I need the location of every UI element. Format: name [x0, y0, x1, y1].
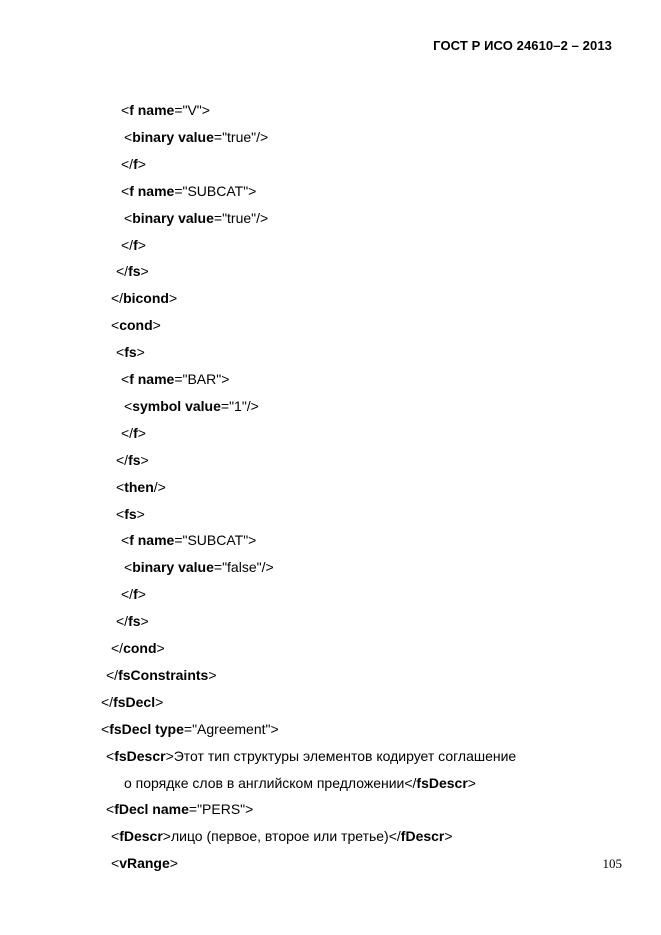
xml-text-token: </ [111, 290, 124, 306]
code-line [124, 209, 268, 227]
xml-text-token: >лицо (первое, второе или третье)</ [162, 828, 401, 844]
xml-name-token: fsDecl [113, 694, 156, 710]
xml-text-token: ="true"/> [213, 210, 269, 226]
xml-text-token: > [152, 317, 161, 333]
code-line [124, 128, 268, 146]
xml-name-token: fDescr [119, 828, 163, 844]
xml-text-token: ="SUBCAT"> [174, 183, 257, 199]
xml-name-token: bicond [123, 290, 169, 306]
code-line [116, 505, 145, 523]
xml-name-token: symbol value [132, 398, 221, 414]
code-line [111, 827, 453, 845]
xml-text-token: < [111, 828, 120, 844]
xml-text-token: > [137, 425, 146, 441]
xml-text-token: ="BAR"> [174, 371, 230, 387]
code-line [116, 612, 149, 630]
xml-text-token: > [444, 828, 453, 844]
xml-name-token: f name [129, 102, 175, 118]
code-line [121, 370, 229, 388]
xml-name-token: vRange [119, 855, 170, 871]
xml-text-token: > [467, 775, 476, 791]
xml-text-token: >Этот тип структуры элементов кодирует соглашение [165, 748, 517, 764]
xml-name-token: fsDescr [114, 748, 166, 764]
xml-name-token: fsDecl type [109, 721, 184, 737]
xml-text-token: < [121, 532, 130, 548]
xml-name-token: fDescr [400, 828, 445, 844]
xml-text-token: < [124, 559, 133, 575]
xml-text-token: < [106, 801, 115, 817]
xml-text-token: > [208, 667, 217, 683]
xml-name-token: f [133, 425, 138, 441]
xml-name-token: then [124, 479, 154, 495]
xml-text-token: < [116, 479, 125, 495]
xml-text-token: </ [121, 425, 134, 441]
xml-text-token: о порядке слов в английском предложении</ [124, 775, 417, 791]
xml-text-token: < [116, 506, 125, 522]
xml-text-token: < [111, 317, 120, 333]
xml-text-token: ="1"/> [220, 398, 259, 414]
code-line [121, 585, 146, 603]
code-line [106, 666, 217, 684]
xml-text-token: ="PERS"> [188, 801, 254, 817]
code-line [111, 316, 161, 334]
xml-text-token: ="false"/> [213, 559, 274, 575]
xml-text-token: < [106, 748, 115, 764]
code-line [111, 854, 178, 872]
xml-name-token: cond [123, 640, 157, 656]
xml-text-token: ="true"/> [213, 129, 269, 145]
xml-text-token: </ [111, 640, 124, 656]
code-line [116, 451, 149, 469]
xml-name-token: fs [124, 344, 137, 360]
xml-text-token: > [140, 452, 149, 468]
xml-name-token: binary value [132, 210, 214, 226]
xml-name-token: f name [129, 532, 175, 548]
xml-name-token: fs [128, 263, 141, 279]
xml-name-token: f [133, 156, 138, 172]
code-line [121, 531, 256, 549]
xml-text-token: </ [116, 613, 129, 629]
xml-text-token: > [137, 586, 146, 602]
xml-text-token: /> [153, 479, 166, 495]
xml-name-token: fsDescr [416, 775, 468, 791]
xml-name-token: fsConstraints [118, 667, 209, 683]
xml-name-token: cond [119, 317, 153, 333]
xml-text-token: > [140, 263, 149, 279]
code-line [121, 101, 210, 119]
code-line [121, 236, 146, 254]
xml-text-token: > [137, 237, 146, 253]
xml-text-token: </ [116, 452, 129, 468]
code-line [121, 182, 256, 200]
code-line [121, 155, 146, 173]
code-line [101, 693, 163, 711]
xml-name-token: binary value [132, 129, 214, 145]
xml-text-token: < [121, 371, 130, 387]
xml-name-token: f name [129, 183, 175, 199]
xml-name-token: f name [129, 371, 175, 387]
code-line [124, 774, 476, 792]
xml-text-token: > [155, 694, 164, 710]
code-line [124, 397, 259, 415]
xml-text-token: < [124, 129, 133, 145]
standard-header: ГОСТ Р ИСО 24610–2 – 2013 [433, 38, 612, 53]
xml-name-token: f [133, 586, 138, 602]
xml-text-token: > [136, 344, 145, 360]
xml-text-token: </ [121, 586, 134, 602]
xml-text-token: > [168, 290, 178, 306]
xml-name-token: f [133, 237, 138, 253]
code-line [101, 720, 279, 738]
code-line [111, 639, 165, 657]
xml-text-token: </ [121, 237, 134, 253]
xml-text-token: > [137, 156, 146, 172]
xml-name-token: fDecl name [114, 801, 189, 817]
xml-text-token: ="SUBCAT"> [174, 532, 257, 548]
code-line [116, 262, 149, 280]
xml-text-token: < [116, 344, 125, 360]
xml-text-token: < [111, 855, 120, 871]
xml-text-token: > [169, 855, 178, 871]
xml-text-token: > [156, 640, 165, 656]
code-line [106, 747, 516, 765]
xml-text-token: < [101, 721, 110, 737]
xml-text-token: > [140, 613, 149, 629]
xml-text-token: </ [116, 263, 129, 279]
code-line [116, 343, 145, 361]
page-number: 105 [602, 856, 622, 871]
xml-name-token: fs [128, 613, 141, 629]
xml-text-token: < [121, 102, 130, 118]
xml-text-token: </ [106, 667, 119, 683]
xml-text-token: < [121, 183, 130, 199]
code-line [124, 558, 274, 576]
xml-text-token: ="Agreement"> [183, 721, 279, 737]
code-line [121, 424, 146, 442]
xml-text-token: </ [101, 694, 114, 710]
xml-name-token: fs [128, 452, 141, 468]
xml-text-token: > [136, 506, 145, 522]
xml-name-token: binary value [132, 559, 214, 575]
code-line [111, 289, 177, 307]
xml-text-token: < [124, 398, 133, 414]
code-line [116, 478, 166, 496]
xml-text-token: ="V"> [174, 102, 210, 118]
code-line [106, 800, 253, 818]
xml-text-token: < [124, 210, 133, 226]
xml-name-token: fs [124, 506, 137, 522]
xml-text-token: </ [121, 156, 134, 172]
